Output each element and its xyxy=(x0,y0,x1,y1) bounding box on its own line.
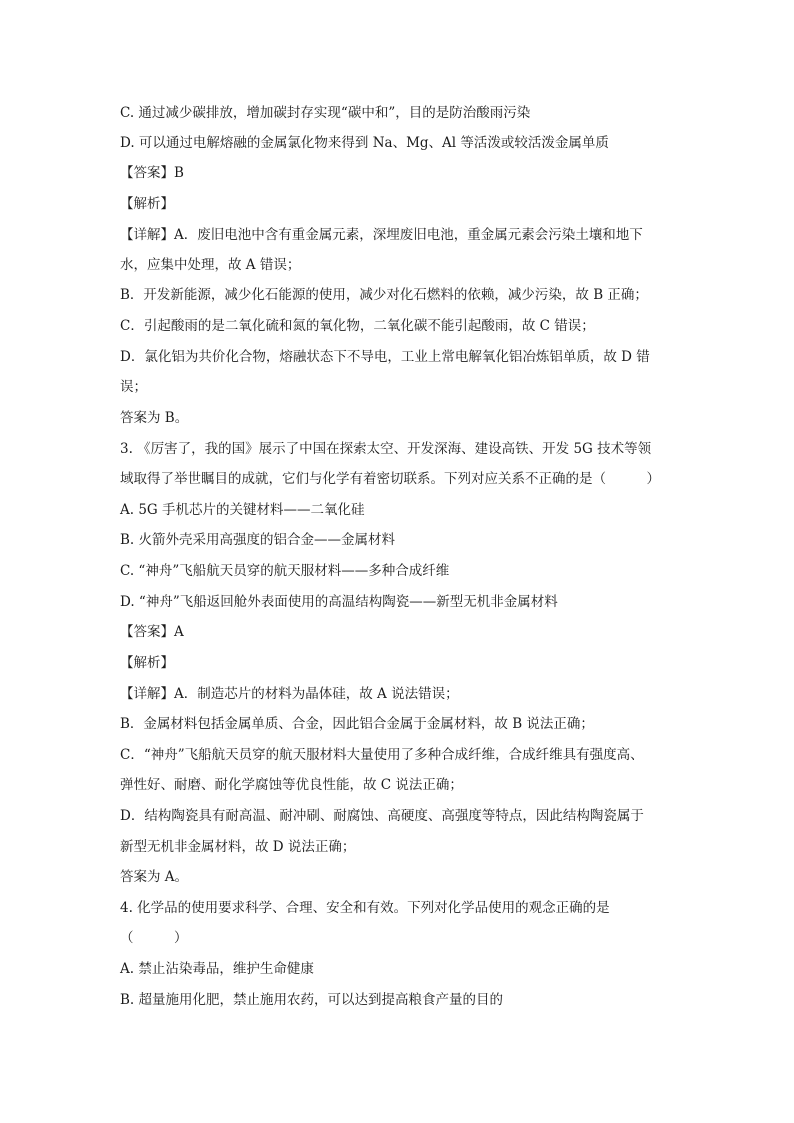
explanation-q2-line1: 【详解】A．废旧电池中含有重金属元素，深埋废旧电池，重金属元素会污染土壤和地下 xyxy=(120,227,643,243)
option-d-q3: D. “神舟”飞船返回舱外表面使用的高温结构陶瓷——新型无机非金属材料 xyxy=(120,594,558,610)
explanation-q3-line3: C．“神舟”飞船航天员穿的航天服材料大量使用了多种合成纤维，合成纤维具有强度高、 xyxy=(120,747,644,763)
option-c-q2: C. 通过减少碳排放，增加碳封存实现“碳中和”，目的是防治酸雨污染 xyxy=(120,105,531,121)
option-c-q3: C. “神舟”飞船航天员穿的航天服材料——多种合成纤维 xyxy=(120,563,450,579)
explanation-q2-line5: D．氯化铝为共价化合物，熔融状态下不导电，工业上常电解氧化铝冶炼铝单质，故 D 错 xyxy=(120,349,650,365)
conclusion-q2: 答案为 B。 xyxy=(120,410,189,426)
analysis-label-q2: 【解析】 xyxy=(120,196,174,212)
option-a-q4: A. 禁止沾染毒品，维护生命健康 xyxy=(120,961,314,977)
question-4-line1: 4. 化学品的使用要求科学、合理、安全和有效。下列对化学品使用的观念正确的是 xyxy=(120,900,610,916)
explanation-q2-line3: B．开发新能源，减少化石能源的使用，减少对化石燃料的依赖，减少污染，故 B 正确； xyxy=(120,287,648,303)
explanation-q2-line6: 误； xyxy=(120,379,147,395)
option-b-q4: B. 超量施用化肥，禁止施用农药，可以达到提高粮食产量的目的 xyxy=(120,992,504,1008)
explanation-q3-line4: 弹性好、耐磨、耐化学腐蚀等优良性能，故 C 说法正确； xyxy=(120,777,463,793)
conclusion-q3: 答案为 A。 xyxy=(120,869,189,885)
option-d-q2: D. 可以通过电解熔融的金属氯化物来得到 Na、Mg、Al 等活泼或较活泼金属单质 xyxy=(120,135,609,151)
question-4-line2: （ ） xyxy=(120,930,188,946)
answer-label-q2: 【答案】B xyxy=(120,165,184,181)
analysis-label-q3: 【解析】 xyxy=(120,655,174,671)
explanation-q2-line2: 水，应集中处理，故 A 错误； xyxy=(120,257,301,273)
explanation-q3-line6: 新型无机非金属材料，故 D 说法正确； xyxy=(120,839,356,855)
question-3-line2: 域取得了举世瞩目的成就，它们与化学有着密切联系。下列对应关系不正确的是（ ） xyxy=(120,471,660,487)
explanation-q3-line2: B．金属材料包括金属单质、合金，因此铝合金属于金属材料，故 B 说法正确； xyxy=(120,716,594,732)
option-b-q3: B. 火箭外壳采用高强度的铝合金——金属材料 xyxy=(120,532,396,548)
answer-label-q3: 【答案】A xyxy=(120,624,184,640)
explanation-q3-line5: D．结构陶瓷具有耐高温、耐冲刷、耐腐蚀、高硬度、高强度等特点，因此结构陶瓷属于 xyxy=(120,808,644,824)
option-a-q3: A. 5G 手机芯片的关键材料——二氧化硅 xyxy=(120,502,365,518)
explanation-q2-line4: C．引起酸雨的是二氧化硫和氮的氧化物，二氧化碳不能引起酸雨，故 C 错误； xyxy=(120,318,595,334)
question-3-line1: 3. 《厉害了，我的国》展示了中国在探索太空、开发深海、建设高铁、开发 5G 技术等领 xyxy=(120,441,652,457)
explanation-q3-line1: 【详解】A．制造芯片的材料为晶体硅，故 A 说法错误； xyxy=(120,686,459,702)
